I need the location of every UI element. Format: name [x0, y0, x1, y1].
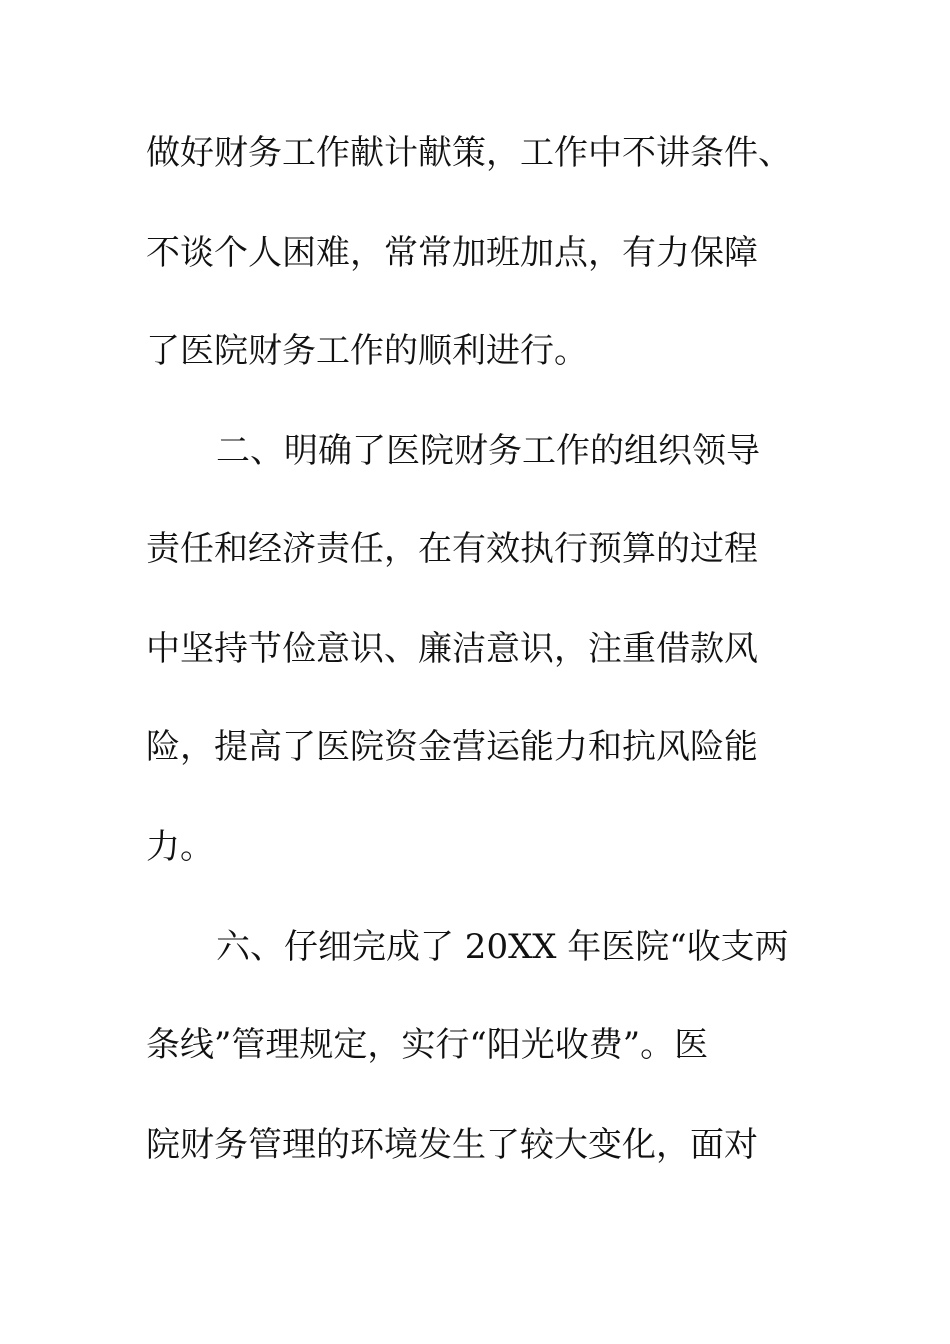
text-line-7: 险，提高了医院资金营运能力和抗风险能 — [146, 727, 758, 767]
text-line-10: 条线”管理规定，实行“阳光收费”。医 — [146, 1025, 709, 1065]
text-line-2: 不谈个人困难，常常加班加点，有力保障 — [146, 233, 758, 273]
text-line-8: 力。 — [146, 827, 214, 867]
text-line-6: 中坚持节俭意识、廉洁意识，注重借款风 — [146, 629, 758, 669]
text-line-11: 院财务管理的环境发生了较大变化，面对 — [146, 1125, 758, 1165]
text-line-3: 了医院财务工作的顺利进行。 — [146, 331, 588, 371]
text-line-5: 责任和经济责任，在有效执行预算的过程 — [146, 529, 758, 569]
paragraph-2-first-line: 二、明确了医院财务工作的组织领导 — [216, 431, 760, 471]
paragraph-6-first-line: 六、仔细完成了 20XX 年医院“收支两 — [216, 927, 789, 967]
text-line-1: 做好财务工作献计献策，工作中不讲条件、 — [146, 133, 792, 173]
